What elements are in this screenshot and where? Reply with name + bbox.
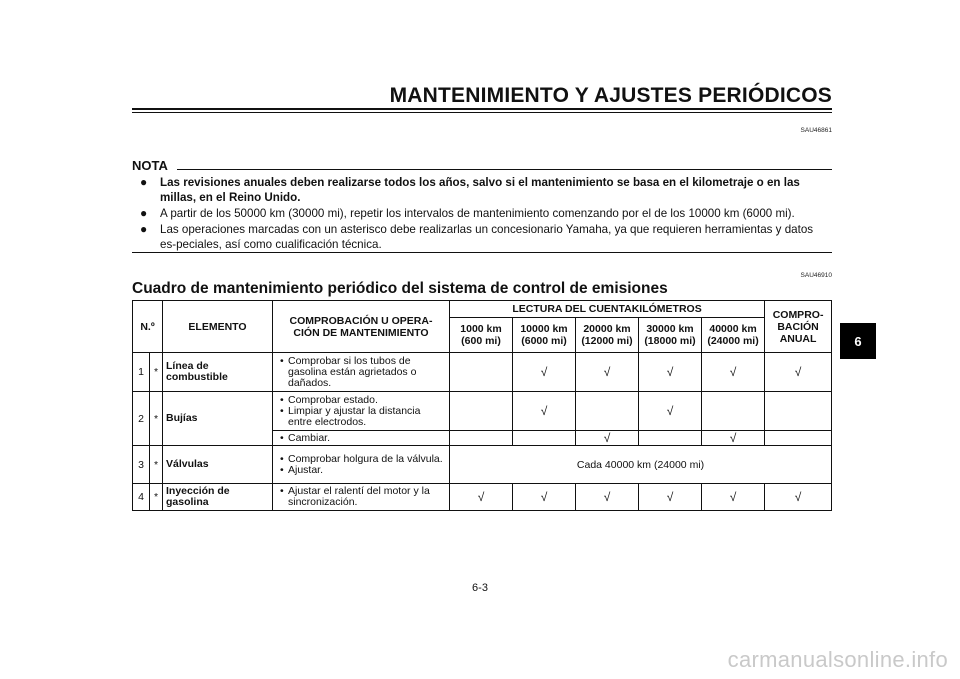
nota-item: ● Las revisiones anuales deben realizarse todos los años, salvo si el mantenimiento se basa en el kilometraje o en las millas, en el Reino Unido. [140, 175, 800, 204]
cell-empty [765, 392, 832, 431]
col-check: COMPROBACIÓN U OPERA- CIÓN DE MANTENIMIENTO [273, 301, 450, 353]
col-20000km: 20000 km (12000 mi) [576, 318, 639, 353]
page-title: MANTENIMIENTO Y AJUSTES PERIÓDICOS [389, 84, 832, 107]
section-code: SAU46910 [800, 272, 832, 279]
col-no: N.º [133, 301, 163, 353]
nota-list [140, 175, 832, 253]
col-10000km: 10000 km (6000 mi) [513, 318, 576, 353]
section-title: Cuadro de mantenimiento periódico del sistema de control de emisiones [132, 280, 668, 297]
bullet-icon: ● [140, 175, 148, 189]
row-operation: • Comprobar estado. • Limpiar y ajustar la distancia entre electrodos. [273, 392, 450, 431]
nota-label: NOTA [132, 158, 168, 173]
check-mark: √ [702, 353, 765, 392]
check-mark: √ [576, 484, 639, 511]
col-40000km: 40000 km (24000 mi) [702, 318, 765, 353]
nota-rule [177, 169, 832, 170]
row-asterisk: * [150, 484, 163, 511]
check-mark: √ [765, 353, 832, 392]
check-mark: √ [765, 484, 832, 511]
row-no: 1 [133, 353, 150, 392]
title-rule [132, 108, 832, 110]
check-mark: √ [513, 484, 576, 511]
check-mark: √ [639, 484, 702, 511]
check-mark: √ [450, 484, 513, 511]
row-element: Válvulas [163, 446, 273, 484]
row-no: 3 [133, 446, 150, 484]
row-operation: • Cambiar. [273, 431, 450, 446]
cell-empty [765, 431, 832, 446]
nota-item: ● Las operaciones marcadas con un asterisco debe realizarlas un concesionario Yamaha, ya que requieren herramientas y datos es-peciales, así como cualificación técnica. [140, 222, 814, 251]
row-element: Línea de combustible [163, 353, 273, 392]
check-mark: √ [576, 431, 639, 446]
table-row [133, 446, 832, 484]
cell-empty [702, 392, 765, 431]
col-element: ELEMENTO [163, 301, 273, 353]
check-mark: √ [513, 392, 576, 431]
row-asterisk: * [150, 446, 163, 484]
cell-empty [450, 431, 513, 446]
cell-empty [513, 431, 576, 446]
nota-item: ● A partir de los 50000 km (30000 mi), repetir los intervalos de mantenimiento comenzando por el de los 10000 km (6000 mi). [140, 206, 795, 220]
row-asterisk: * [150, 353, 163, 392]
cell-empty [450, 392, 513, 431]
check-mark: √ [513, 353, 576, 392]
interval-span: Cada 40000 km (24000 mi) [450, 446, 832, 484]
col-odometer: LECTURA DEL CUENTAKILÓMETROS [450, 301, 765, 318]
cell-empty [450, 353, 513, 392]
page-number: 6-3 [472, 582, 488, 594]
table-row [133, 353, 832, 392]
col-1000km: 1000 km (600 mi) [450, 318, 513, 353]
check-mark: √ [639, 392, 702, 431]
cell-empty [639, 431, 702, 446]
bullet-icon: ● [140, 206, 148, 220]
row-asterisk: * [150, 392, 163, 446]
row-operation: • Ajustar el ralentí del motor y la sincronización. [273, 484, 450, 511]
row-element: Inyección de gasolina [163, 484, 273, 511]
row-no: 2 [133, 392, 150, 446]
row-no: 4 [133, 484, 150, 511]
row-operation: • Comprobar si los tubos de gasolina están agrietados o dañados. [273, 353, 450, 392]
chapter-tab[interactable]: 6 [840, 323, 876, 359]
table-row [133, 392, 832, 431]
col-30000km: 30000 km (18000 mi) [639, 318, 702, 353]
check-mark: √ [576, 353, 639, 392]
row-element: Bujías [163, 392, 273, 446]
check-mark: √ [639, 353, 702, 392]
watermark: carmanualsonline.info [727, 647, 948, 672]
nota-header [132, 158, 832, 172]
cell-empty [576, 392, 639, 431]
nota-end-rule [132, 252, 832, 253]
bullet-icon: ● [140, 222, 148, 236]
title-rule-thin [132, 112, 832, 113]
row-operation: • Comprobar holgura de la válvula. • Ajustar. [273, 446, 450, 484]
check-mark: √ [702, 431, 765, 446]
maintenance-table [132, 300, 832, 511]
col-annual: COMPRO- BACIÓN ANUAL [765, 301, 832, 353]
check-mark: √ [702, 484, 765, 511]
table-row [133, 484, 832, 511]
reference-code: SAU46861 [800, 127, 832, 134]
